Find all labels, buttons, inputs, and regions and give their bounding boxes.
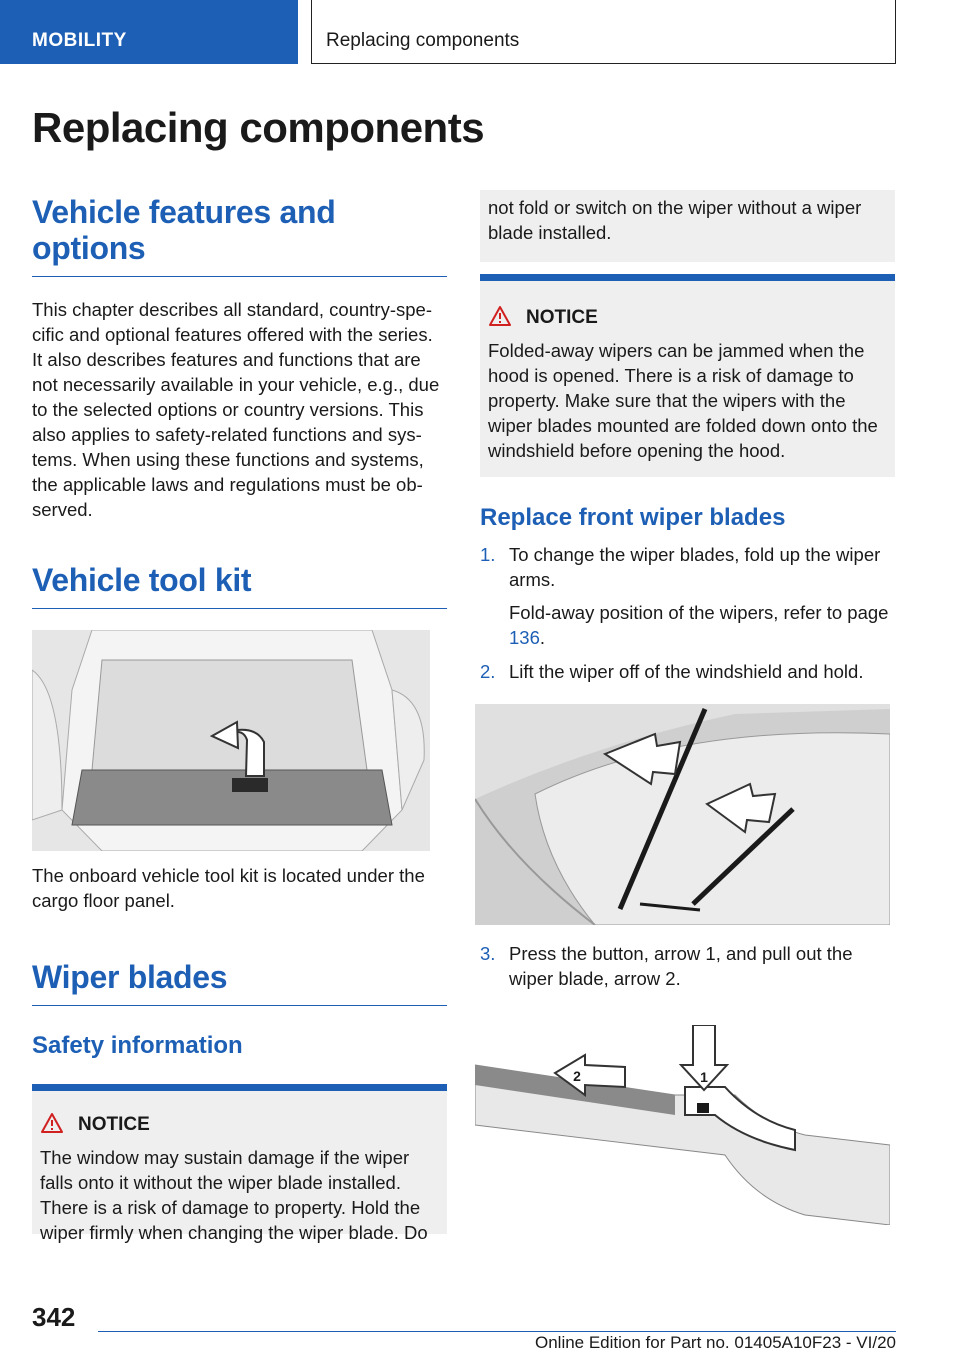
svg-text:1: 1: [700, 1069, 708, 1085]
step-item: [480, 659, 895, 684]
notice-text: Folded-away wipers can be jammed when the hood is opened. There is a risk of damage to property. Make sure that the wipers with the wiper blades mounted are folded down onto the windshield before opening the hood.: [488, 340, 878, 461]
notice-bar: [32, 1084, 447, 1091]
wiper-blade-release-image: [475, 1025, 890, 1225]
page-title: Replacing components: [32, 104, 485, 151]
header-chapter-box: [311, 0, 896, 64]
step-item: [480, 941, 895, 991]
footer-edition: Online Edition for Part no. 01405A10F23 - VI/20: [534, 1333, 896, 1352]
step-number: 1.: [480, 544, 496, 565]
header-section-label: MOBILITY: [32, 30, 127, 51]
vehicle-features-heading: Vehicle features and options: [32, 194, 336, 266]
warning-triangle-icon: [40, 1112, 64, 1134]
notice-label: NOTICE: [78, 1114, 150, 1135]
notice-label: NOTICE: [526, 307, 598, 328]
windshield-wipers-illustration: [475, 704, 890, 925]
section-rule: [32, 1005, 447, 1006]
left-column: [32, 190, 447, 1243]
step-text: Lift the wiper off of the windshield and hold.: [509, 661, 864, 682]
warning-triangle-icon: [488, 305, 512, 327]
page-reference-link[interactable]: 136: [509, 627, 540, 648]
svg-text:2: 2: [573, 1068, 581, 1084]
wiper-blades-heading: Wiper blades: [32, 959, 228, 995]
right-column: [480, 190, 895, 1225]
page-number: 342: [32, 1302, 76, 1332]
tool-kit-caption: The onboard vehicle tool kit is located under the cargo floor panel.: [32, 865, 425, 911]
notice-text-continued: not fold or switch on the wiper without a wiper blade installed.: [488, 197, 862, 243]
step-note: [509, 600, 895, 650]
step-text: To change the wiper blades, fold up the wiper arms.: [509, 544, 881, 590]
section-rule: [32, 276, 447, 277]
notice-text: The window may sustain damage if the wiper falls onto it without the wiper blade installed. There is a risk of damage to property. Hold the wiper firmly when changing the wiper blade. Do: [40, 1147, 428, 1243]
notice-bar: [480, 274, 895, 281]
cargo-area-image: [32, 630, 430, 851]
footer-rule: [98, 1331, 896, 1332]
header-chapter-label: Replacing components: [326, 30, 520, 51]
wiper-blade-release-illustration: [475, 1025, 890, 1225]
windshield-wipers-image: [475, 704, 890, 925]
notice-box-continued: [480, 190, 895, 262]
safety-info-heading: Safety information: [32, 1032, 243, 1059]
replace-front-heading: Replace front wiper blades: [480, 504, 786, 531]
notice-title: [480, 307, 895, 329]
header-section-tab: [0, 0, 298, 64]
step-note-text: Fold-away position of the wipers, refer to page: [509, 602, 889, 623]
notice-title: [32, 1114, 447, 1136]
cargo-area-illustration: [32, 630, 430, 851]
vehicle-features-body: This chapter describes all standard, country-spe-cific and optional features offered with the series. It also describes features and functions that are not necessarily available in your vehicle, e.g., due to the selected options or country versions. This also applies to safety-related functions and sys-tems. When using these functions and systems, the applicable laws and regulations must be ob-served.: [32, 299, 440, 520]
step-number: 3.: [480, 943, 496, 964]
step-item: [480, 542, 895, 650]
step-note-suffix: .: [539, 627, 546, 648]
notice-box: [32, 1084, 447, 1243]
step-text: Press the button, arrow 1, and pull out the wiper blade, arrow 2.: [509, 943, 853, 989]
notice-box: [480, 274, 895, 477]
tool-kit-heading: Vehicle tool kit: [32, 562, 252, 598]
step-number: 2.: [480, 661, 496, 682]
section-rule: [32, 608, 447, 609]
